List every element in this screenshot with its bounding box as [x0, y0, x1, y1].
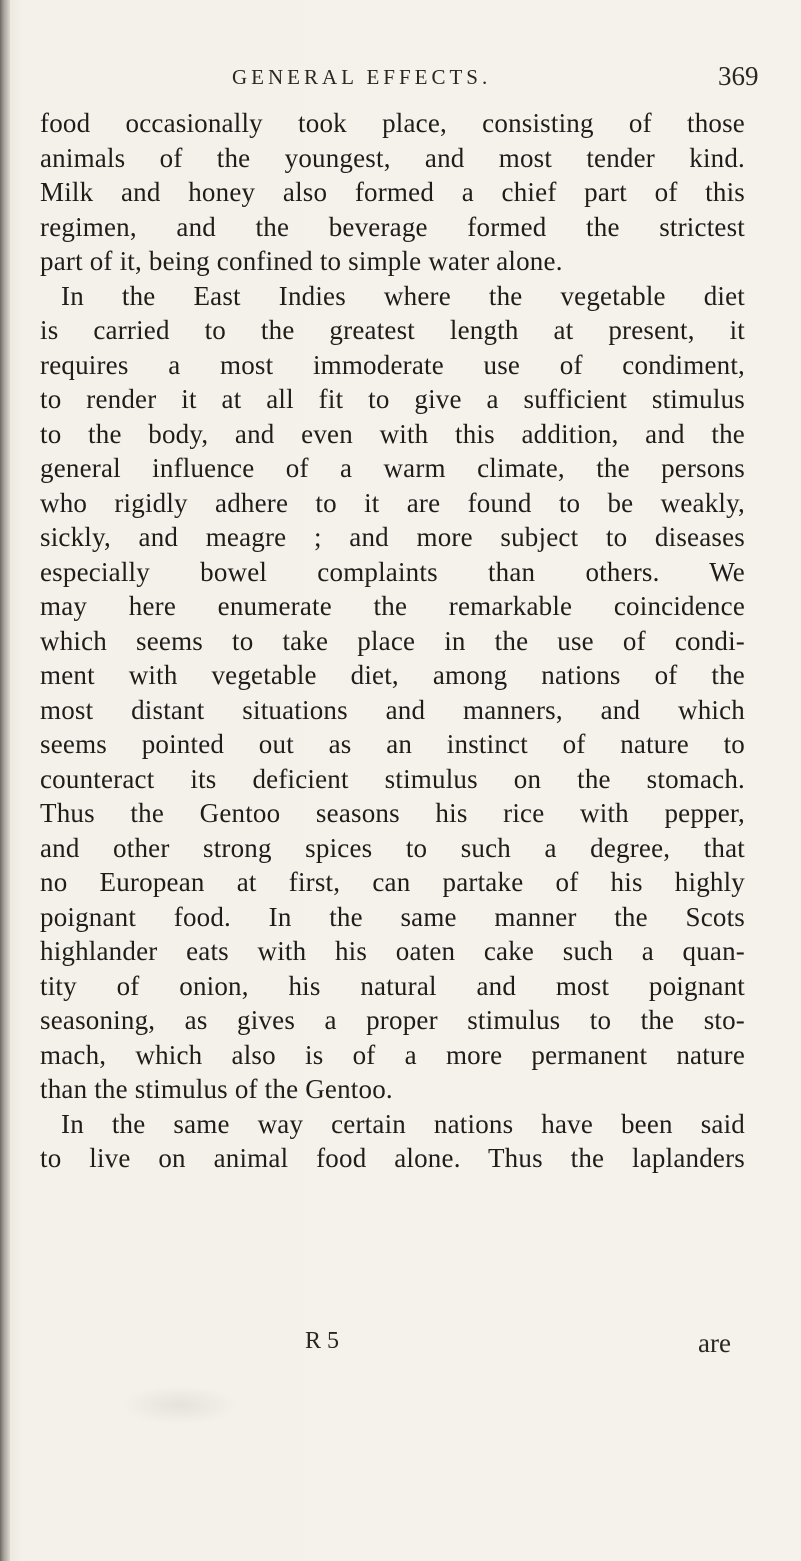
- text-line: animals of the youngest, and most tender kind.: [40, 142, 745, 173]
- text-line: ment with vegetable diet, among nations of the: [40, 660, 745, 690]
- page-number: 369: [718, 61, 759, 91]
- ink-bleed-through: [120, 1385, 240, 1425]
- text-line: poignant food. In the same manner the Scots: [40, 901, 745, 932]
- text-line: regimen, and the beverage formed the strictest: [40, 211, 745, 242]
- text-line: general influence of a warm climate, the persons: [40, 453, 745, 483]
- text-line: food occasionally took place, consisting of those: [40, 108, 745, 138]
- running-head: GENERAL EFFECTS.: [232, 65, 492, 89]
- text-line: to render it at all fit to give a sufficient stimulus: [40, 384, 745, 414]
- text-line: tity of onion, his natural and most poignant: [40, 970, 745, 1001]
- text-line: Milk and honey also formed a chief part of this: [40, 177, 745, 207]
- text-line: no European at first, can partake of his highly: [40, 867, 745, 897]
- text-line: sickly, and meagre ; and more subject to diseases: [40, 522, 745, 552]
- text-line: counteract its deficient stimulus on the stomach.: [40, 763, 745, 794]
- text-line: especially bowel complaints than others. We: [40, 556, 745, 587]
- text-line: In the East Indies where the vegetable diet: [61, 280, 745, 311]
- text-line: mach, which also is of a more permanent nature: [40, 1039, 745, 1070]
- text-line: may here enumerate the remarkable coincidence: [40, 591, 745, 621]
- text-line: most distant situations and manners, and which: [40, 694, 745, 725]
- page-footer: [0, 1328, 801, 1368]
- text-line: which seems to take place in the use of condi-: [40, 625, 745, 656]
- text-line: than the stimulus of the Gentoo.: [40, 1074, 393, 1104]
- body-text: [40, 106, 745, 1176]
- text-line: to the body, and even with this addition, and the: [40, 418, 745, 449]
- signature-mark: R 5: [305, 1328, 340, 1354]
- text-line: and other strong spices to such a degree, that: [40, 832, 745, 863]
- text-line: Thus the Gentoo seasons his rice with pepper,: [40, 798, 745, 828]
- text-line: seems pointed out as an instinct of nature to: [40, 729, 745, 759]
- text-line: requires a most immoderate use of condiment,: [40, 349, 745, 380]
- text-line: In the same way certain nations have been said: [61, 1108, 745, 1139]
- text-line: to live on animal food alone. Thus the laplanders: [40, 1143, 745, 1173]
- page-spine-shadow: [0, 0, 10, 1561]
- text-line: highlander eats with his oaten cake such a quan-: [40, 936, 745, 966]
- text-line: part of it, being confined to simple water alone.: [40, 246, 563, 276]
- text-line: who rigidly adhere to it are found to be weakly,: [40, 487, 745, 518]
- text-line: seasoning, as gives a proper stimulus to the sto-: [40, 1005, 745, 1035]
- text-line: is carried to the greatest length at present, it: [40, 315, 745, 345]
- page-header: [0, 55, 801, 95]
- catchword: are: [698, 1328, 731, 1358]
